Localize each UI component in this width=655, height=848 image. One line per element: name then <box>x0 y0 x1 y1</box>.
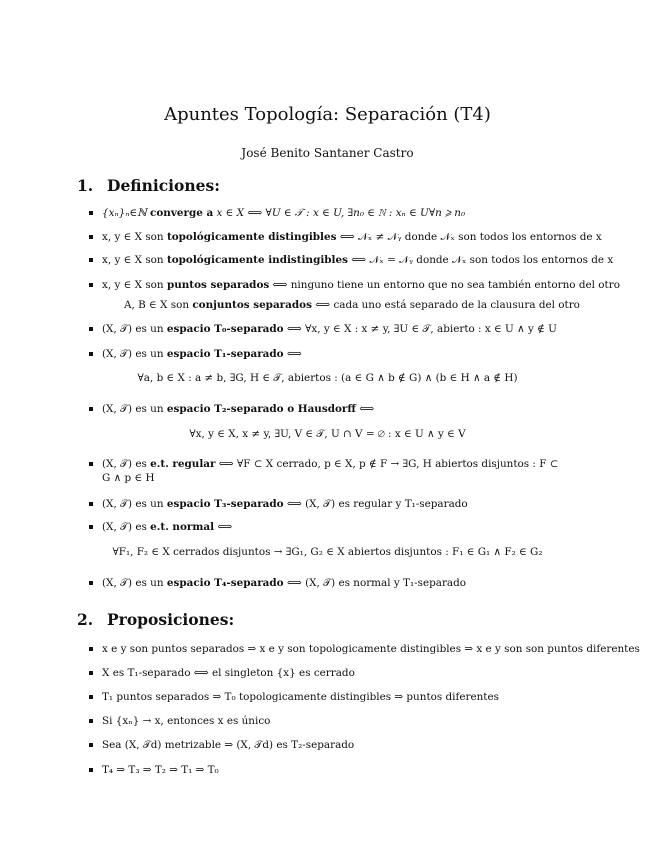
term: espacio T₄-separado <box>166 577 284 589</box>
bullet-icon <box>89 258 93 262</box>
term: conjuntos separados <box>192 299 312 311</box>
term: e.t. regular <box>150 458 216 470</box>
bullet-icon <box>89 283 93 287</box>
conjuntos-separados-line: A, B ∈ X son conjuntos separados ⟺ cada uno está separado de la clausura del otro <box>124 299 580 311</box>
bullet-icon <box>89 768 93 772</box>
list-item-regular: (X, 𝒯) es e.t. regular ⟺ ∀F ⊂ X cerrado, p ∈ X, p ∉ F → ∃G, H abiertos disjuntos : F ⊂ G ∧ p ∈ H <box>91 457 563 485</box>
document-author: José Benito Santaner Castro <box>241 146 414 160</box>
term: topológicamente distingibles <box>166 231 337 243</box>
document-title: Apuntes Topología: Separación (T4) <box>164 104 491 125</box>
bullet-icon <box>89 211 93 215</box>
section-number: 1. <box>77 176 94 195</box>
display-equation-t1: ∀a, b ∈ X : a ≠ b, ∃G, H ∈ 𝒯, abiertos : (a ∈ G ∧ b ∉ G) ∧ (b ∈ H ∧ a ∉ H) <box>137 372 518 384</box>
document-page: Apuntes Topología: Separación (T4) José Benito Santaner Castro 1. Definiciones: {xₙ}ₙ∈ℕ converge a x ∈ X ⟺ ∀U ∈ 𝒯 : x ∈ U, ∃n₀ ∈ ℕ : xₙ ∈ U∀n ⩾ n₀ x, y ∈ X son topológicamente distingibles ⟺ 𝒩ₓ ≠ 𝒩ᵧ donde 𝒩ₓ son todos los entornos de x x, y ∈ X son topológicamente indistingibles ⟺ 𝒩ₓ = 𝒩ᵧ donde 𝒩ₓ son todos los entornos de x x, y ∈ X son puntos separados ⟺ ninguno tiene un entorno que no sea también entorno del otro A, B ∈ X son conjuntos separados ⟺ cada uno está separado de la clausura del otro (X, 𝒯) es un espacio T₀-separado ⟺ ∀x, y ∈ X : x ≠ y, ∃U ∈ 𝒯, abierto : x ∈ U ∧ y ∉ U (X, 𝒯) es un espacio T₁-separado ⟺ ∀a, b ∈ X : a ≠ b, ∃G, H ∈ 𝒯, abiertos : (a ∈ G ∧ b ∉ G) ∧ (b ∈ H ∧ a ∉ H) (X, 𝒯) es un espacio T₂-separado o Hausdorff ⟺ ∀x, y ∈ X, x ≠ y, ∃U, V ∈ 𝒯, U ∩ V = ∅ : x ∈ U ∧ y ∈ V (X, 𝒯) es e.t. regular ⟺ ∀F ⊂ X cerrado, p ∈ X, p ∉ F → ∃G, H abiertos disjuntos : F ⊂ G ∧ p ∈ H (X, 𝒯) es un espacio T₃-separado ⟺ (X, 𝒯) es regular y T₁-separado (X, 𝒯) es e.t. normal ⟺ ∀F₁, F₂ ∈ X cerrados disjuntos → ∃G₁, G₂ ∈ X abiertos disjuntos : F₁ ∈ G₁ ∧ F₂ ∈ G₂ (X, 𝒯) es un espacio T₄-separado ⟺ (X, 𝒯) es normal y T₁-separado 2. Proposiciones: x e y son puntos separados ⇒ x e y son topologicamente distingibles ⇒ x e y son son puntos diferentes X es T₁-separado ⟺ el singleton {x} es cerrado T₁ puntos separados ⇒ T₀ topologicamente distingibles ⇒ puntos diferentes Si {xₙ} → x, entonces x es único Sea (X, 𝒯d) metrizable ⇒ (X, 𝒯d) es T₂-separado T₄ ⇒ T₃ ⇒ T₂ ⇒ T₁ ⇒ T₀ <box>0 0 655 848</box>
bullet-icon <box>89 671 93 675</box>
bullet-icon <box>89 743 93 747</box>
term: e.t. normal <box>150 521 215 533</box>
section-heading-proposiciones <box>77 610 234 629</box>
bullet-icon <box>89 352 93 356</box>
bullet-icon <box>89 502 93 506</box>
section-heading-definiciones <box>77 176 220 195</box>
section-number: 2. <box>77 610 94 629</box>
term: espacio T₃-separado <box>166 498 284 510</box>
term: converge a <box>150 207 214 219</box>
bullet-icon <box>89 525 93 529</box>
term: espacio T₀-separado <box>166 323 284 335</box>
display-equation-normal: ∀F₁, F₂ ∈ X cerrados disjuntos → ∃G₁, G₂ ∈ X abiertos disjuntos : F₁ ∈ G₁ ∧ F₂ ∈ G₂ <box>112 546 543 558</box>
bullet-icon <box>89 695 93 699</box>
section-title: Definiciones: <box>107 176 220 195</box>
term: espacio T₁-separado <box>166 348 284 360</box>
section-title: Proposiciones: <box>107 610 235 629</box>
bullet-icon <box>89 462 93 466</box>
bullet-icon <box>89 235 93 239</box>
term: espacio T₂-separado o Hausdorff <box>166 403 356 415</box>
display-equation-t2: ∀x, y ∈ X, x ≠ y, ∃U, V ∈ 𝒯, U ∩ V = ∅ : x ∈ U ∧ y ∈ V <box>189 428 466 440</box>
bullet-icon <box>89 647 93 651</box>
bullet-icon <box>89 581 93 585</box>
bullet-icon <box>89 719 93 723</box>
bullet-icon <box>89 407 93 411</box>
term: puntos separados <box>166 279 270 291</box>
bullet-icon <box>89 327 93 331</box>
term: topológicamente indistingibles <box>166 254 348 266</box>
